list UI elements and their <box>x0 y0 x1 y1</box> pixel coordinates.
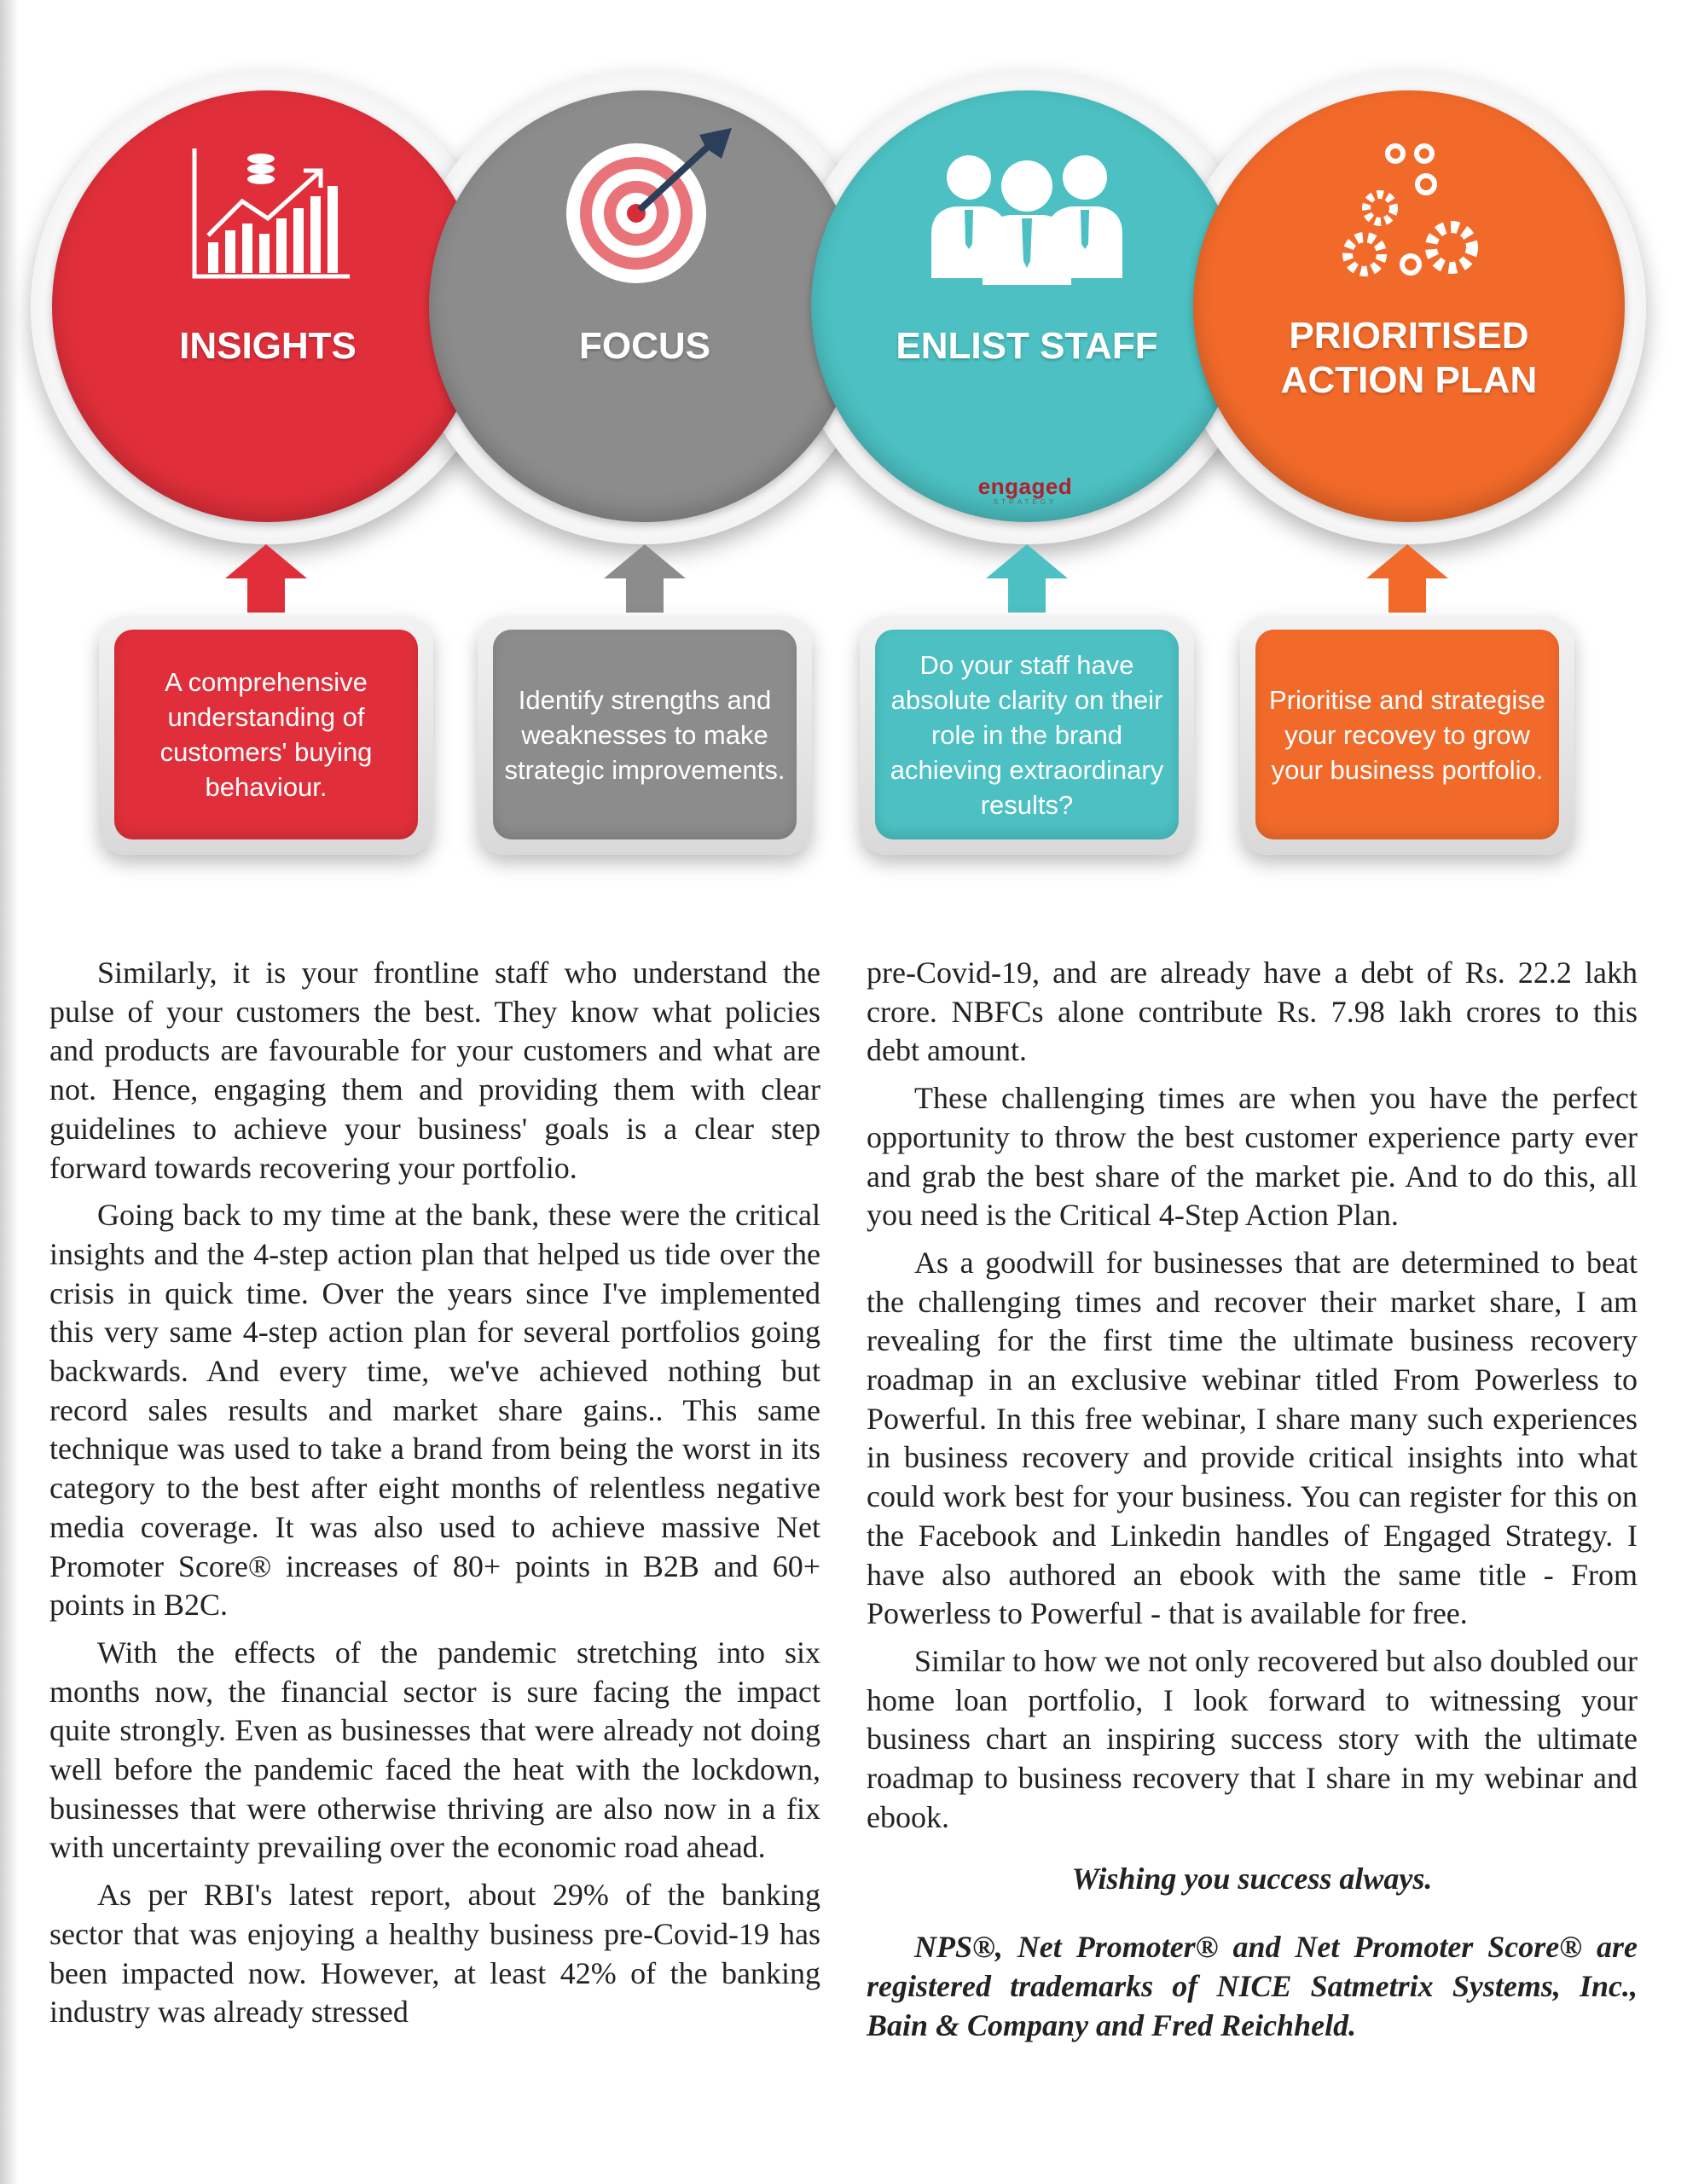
engaged-strategy-logo <box>957 473 1093 506</box>
description-text: A comprehensive understanding of customers' buying behaviour. <box>159 667 373 802</box>
description-text: Identify strengths and weaknesses to make strategic improvements. <box>504 684 786 785</box>
step-title-line: INSIGHTS <box>179 325 357 367</box>
description-focus <box>493 630 797 839</box>
step-disc-enlist-staff <box>811 90 1243 522</box>
step-disc-insights <box>52 90 484 522</box>
description-insights <box>114 630 418 839</box>
body-paragraph: pre-Covid-19, and are already have a debt of Rs. 22.2 lakh crore. NBFCs alone contribute Rs. 7.98 lakh crores to this debt amount. <box>867 956 1638 1068</box>
step-title-line: ENLIST STAFF <box>896 325 1158 367</box>
description-text: Do your staff have absolute clarity on their role in the brand achieving extraordinary results? <box>890 649 1164 820</box>
body-paragraph: Similar to how we not only recovered but also doubled our home loan portfolio, I look forward to witnessing your business chart an inspiring success story with the ultimate roadmap to business recovery that I share in my webinar and ebook. <box>867 1643 1638 1834</box>
article-left-column <box>49 954 820 2041</box>
logo-subtitle: STRATEGY <box>993 498 1058 506</box>
step-title-insights <box>52 324 484 369</box>
up-arrow-icon <box>225 544 307 613</box>
step-title-enlist-staff <box>811 324 1243 369</box>
up-arrow-icon <box>1366 544 1448 613</box>
description-text: Prioritise and strategise your recovey to grow your business portfolio. <box>1269 684 1545 785</box>
article-right-column <box>867 954 1638 2053</box>
step-disc-prioritised-action-plan <box>1193 90 1625 522</box>
growth-chart-icon <box>183 142 353 291</box>
up-arrow-icon <box>986 544 1068 613</box>
four-step-infographic <box>0 0 1687 904</box>
target-icon <box>551 128 739 294</box>
body-paragraph: These challenging times are when you have the perfect opportunity to throw the best customer experience party ever and grab the best share of the market pie. And to do this, all you need is the Critical 4-Step Action Plan. <box>867 1081 1638 1233</box>
trademark-note: NPS®, Net Promoter® and Net Promoter Score® are registered trademarks of NICE Satmetrix Systems, Inc., Bain & Company and Fred Reichheld. <box>867 1930 1638 2043</box>
step-title-line: PRIORITISED <box>1289 315 1529 357</box>
team-icon <box>916 133 1138 291</box>
step-disc-focus <box>429 90 861 522</box>
body-paragraph: As per RBI's latest report, about 29% of the banking sector that was enjoying a healthy business pre-Covid-19 has been impacted now. However, at least 42% of the banking industry was already stressed <box>49 1878 820 2030</box>
body-paragraph: As a goodwill for businesses that are determined to beat the challenging times and recover their market share, I am revealing for the first time the ultimate business recovery roadmap in an exclusive webinar titled From Powerless to Powerful. In this free webinar, I share many such experiences in business recovery and provide critical insights into what could work best for your business. You can register for this on the Facebook and Linkedin handles of Engaged Strategy. I have also authored an ebook with the same title - From Powerless to Powerful - that is available for free. <box>867 1245 1638 1631</box>
step-title-line: ACTION PLAN <box>1280 359 1538 401</box>
step-title-prioritised-action-plan <box>1193 314 1625 403</box>
step-title-focus <box>429 324 861 369</box>
description-prioritised-action-plan <box>1255 630 1559 839</box>
gears-icon <box>1324 138 1494 288</box>
body-paragraph: Similarly, it is your frontline staff who understand the pulse of your customers the best. They know what policies and products are favourable for your customers and what are not. Hence, engaging them and providing them with clear guidelines to achieve your business' goals is a clear step forward towards recovering your portfolio. <box>49 956 820 1185</box>
description-enlist-staff <box>875 630 1179 839</box>
step-title-line: FOCUS <box>579 325 710 367</box>
body-paragraph: Going back to my time at the bank, these were the critical insights and the 4-step action plan that helped us tide over the crisis in quick time. Over the years since I've implemented this very same 4-step action plan for several portfolios going backwards. And every time, we've achieved nothing but record sales results and market share gains.. This same technique was used to take a brand from being the worst in its category to the best after eight months of relentless negative media coverage. It was also used to achieve massive Net Promoter Score® increases of 80+ points in B2B and 60+ points in B2C. <box>49 1198 820 1623</box>
body-paragraph: With the effects of the pandemic stretching into six months now, the financial sector is sure facing the impact quite strongly. Even as businesses that were already not doing well before the pandemic faced the heat with the lockdown, businesses that were otherwise thriving are also now in a fix with uncertainty prevailing over the economic road ahead. <box>49 1635 820 1865</box>
up-arrow-icon <box>604 544 686 613</box>
logo-wordmark: engaged <box>977 473 1073 499</box>
closing-line: Wishing you success always. <box>1071 1862 1433 1896</box>
